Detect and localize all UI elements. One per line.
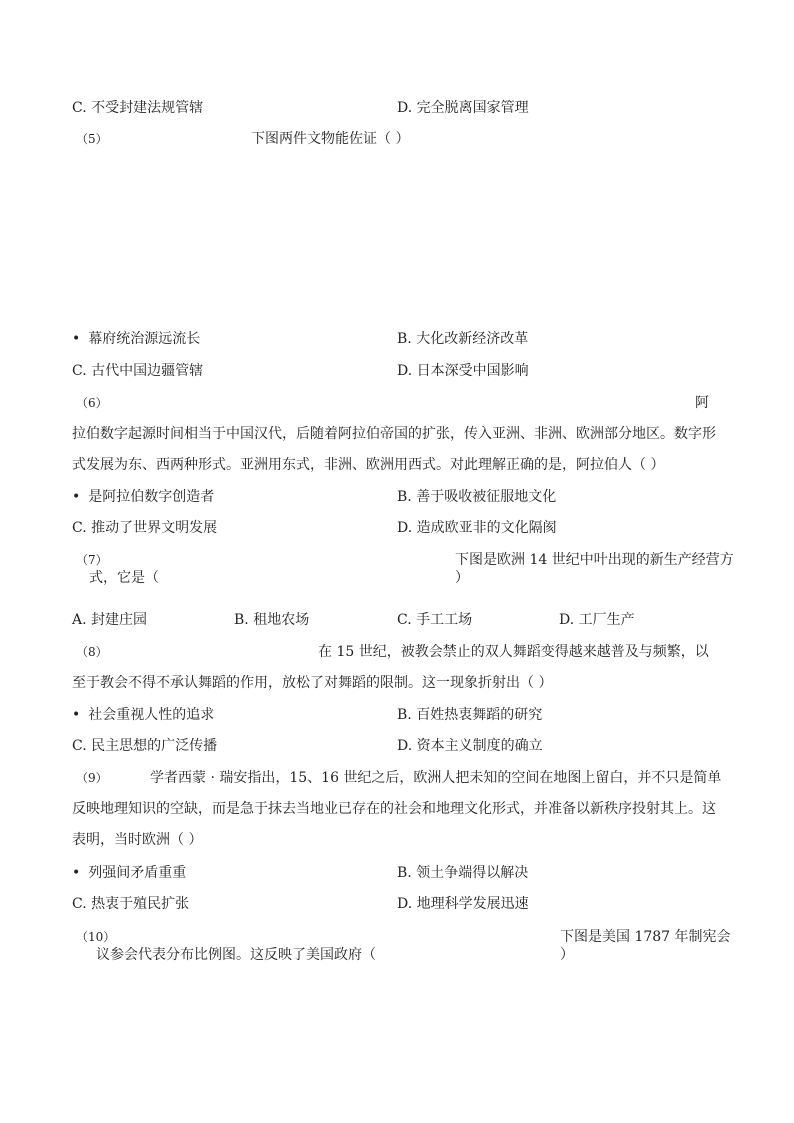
q9-number: （9） [76,771,108,785]
q9-option-c: C. 热衷于殖民扩张 [72,896,190,912]
q9-option-b: B. 领土争端得以解决 [397,865,529,881]
q6-stem-tail: 阿 [695,395,709,411]
q6-option-c: C. 推动了世界文明发展 [72,520,218,536]
q8-option-d: D. 资本主义制度的确立 [397,738,543,754]
q5-option-a: • 幕府统治源远流长 [72,329,200,349]
q7-number: （7） [76,553,108,567]
q7-option-c: C. 手工工场 [397,612,473,628]
q6-option-a: • 是阿拉伯数字创造者 [72,487,214,507]
q6-option-d: D. 造成欧亚非的文化隔阂 [397,520,557,536]
q9-stem-line1: 学者西蒙 · 瑞安指出，15、16 世纪之后，欧洲人把未知的空间在地图上留白，并不只是简单 [150,770,722,786]
q6-stem-line3: 式发展为东、西两种形式。亚洲用东式，非洲、欧洲用西式。对此理解正确的是，阿拉伯人（ ） [72,457,665,473]
q5-option-d: D. 日本深受中国影响 [397,363,529,379]
q4-option-d: D. 完全脱离国家管理 [397,100,529,116]
q10-stem-right1: 下图是美国 1787 年制宪会 [560,929,731,945]
q9-option-d: D. 地理科学发展迅速 [397,896,529,912]
q9-option-a: • 列强间矛盾重重 [72,863,186,883]
q8-stem-line2: 至于教会不得不承认舞蹈的作用，放松了对舞蹈的限制。这一现象折射出（ ） [72,675,553,691]
q8-option-b: B. 百姓热衷舞蹈的研究 [397,707,543,723]
q8-stem-line1: 在 15 世纪，被教会禁止的双人舞蹈变得越来越普及与频繁，以 [318,644,709,660]
q7-stem-right2: ） [455,570,469,586]
q10-stem-right2: ） [560,947,574,963]
q5-option-b: B. 大化改新经济改革 [397,331,529,347]
q7-stem-left2: 式，它是（ [89,570,159,586]
q6-stem-line2: 拉伯数字起源时间相当于中国汉代，后随着阿拉伯帝国的扩张，传入亚洲、非洲、欧洲部分地区。数字形 [72,426,716,442]
q8-option-c: C. 民主思想的广泛传播 [72,738,218,754]
q5-stem: 下图两件文物能佐证（ ） [251,131,410,147]
q6-number: （6） [76,396,108,410]
q7-option-b: B. 租地农场 [234,612,310,628]
q8-number: （8） [76,645,108,659]
q8-option-a: • 社会重视人性的追求 [72,705,214,725]
q4-option-c: C. 不受封建法规管辖 [72,100,204,116]
q10-number: （10） [76,930,116,944]
q5-option-c: C. 古代中国边疆管辖 [72,363,204,379]
q10-stem-left2: 议参会代表分布比例图。这反映了美国政府（ [96,947,376,963]
q9-stem-line2: 反映地理知识的空缺，而是急于抹去当地业已存在的社会和地理文化形式，并准备以新秩序投射其上。这 [72,801,716,817]
q6-option-b: B. 善于吸收被征服地文化 [397,489,557,505]
q5-number: （5） [76,132,108,146]
q9-stem-line3: 表明，当时欧洲（ ） [72,832,203,848]
q7-stem-right1: 下图是欧洲 14 世纪中叶出现的新生产经营方 [455,552,734,568]
q7-option-a: A. 封建庄园 [72,612,148,628]
q7-option-d: D. 工厂生产 [559,612,635,628]
